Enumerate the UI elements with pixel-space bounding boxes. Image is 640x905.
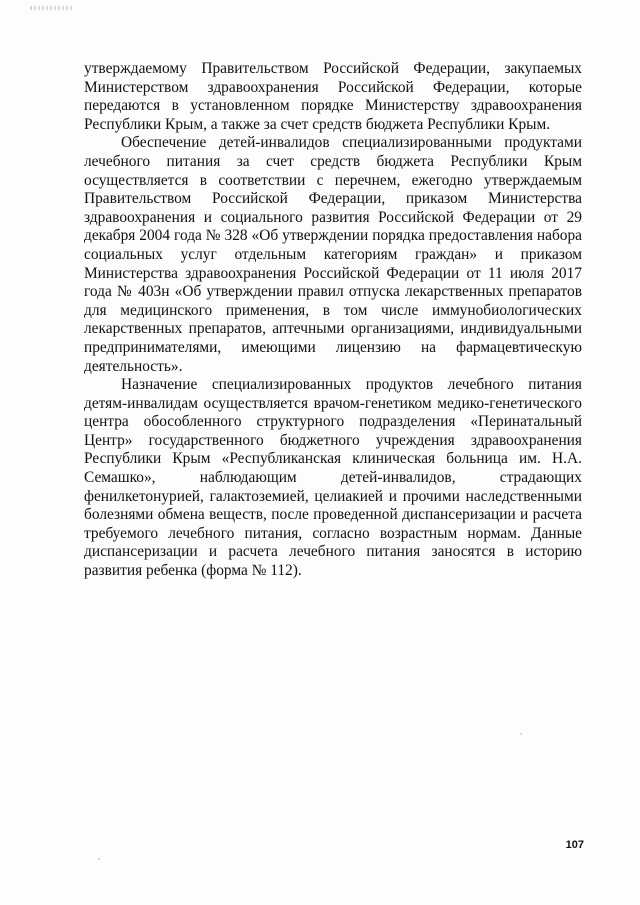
scan-speck (98, 858, 100, 860)
page-number: 107 (565, 839, 584, 851)
paragraph-provision: Обеспечение детей-инвалидов специализированными продуктами лечебного питания за счет средств бюджета Республики Крым осуществляется в соответствии с перечнем, ежегодно утверждаемым Правительством Российской Федерации, приказом Министерства здравоохранения и социального развития Российской Федерации от 29 декабря 2004 года № 328 «Об утверждении порядка предоставления набора социальных услуг отдельным категориям граждан» и приказом Министерства здравоохранения Российской Федерации от 11 июля 2017 года № 403н «Об утверждении правил отпуска лекарственных препаратов для медицинского применения, в том числе иммунобиологических лекарственных препаратов, аптечными организациями, индивидуальными предпринимателями, имеющими лицензию на фармацевтическую деятельность». (84, 134, 582, 375)
scan-speck (520, 733, 522, 735)
paragraph-continuation: утверждаемому Правительством Российской Федерации, закупаемых Министерством здравоохранения Российской Федерации, которые передаются в установленном порядке Министерству здравоохранения Республики Крым, а также за счет средств бюджета Республики Крым. (84, 60, 582, 133)
scan-artifact (30, 6, 72, 10)
paragraph-prescription: Назначение специализированных продуктов лечебного питания детям-инвалидам осуществляется врачом-генетиком медико-генетического центра обособленного структурного подразделения «Перинатальный Центр» государственного бюджетного учреждения здравоохранения Республики Крым «Республиканская клиническая больница им. Н.А. Семашко», наблюдающим детей-инвалидов, страдающих фенилкетонурией, галактоземией, целиакией и прочими наследственными болезнями обмена веществ, после проведенной диспансеризации и расчета требуемого лечебного питания, согласно возрастным нормам. Данные диспансеризации и расчета лечебного питания заносятся в историю развития ребенка (форма № 112). (84, 376, 582, 580)
document-body (84, 60, 582, 581)
